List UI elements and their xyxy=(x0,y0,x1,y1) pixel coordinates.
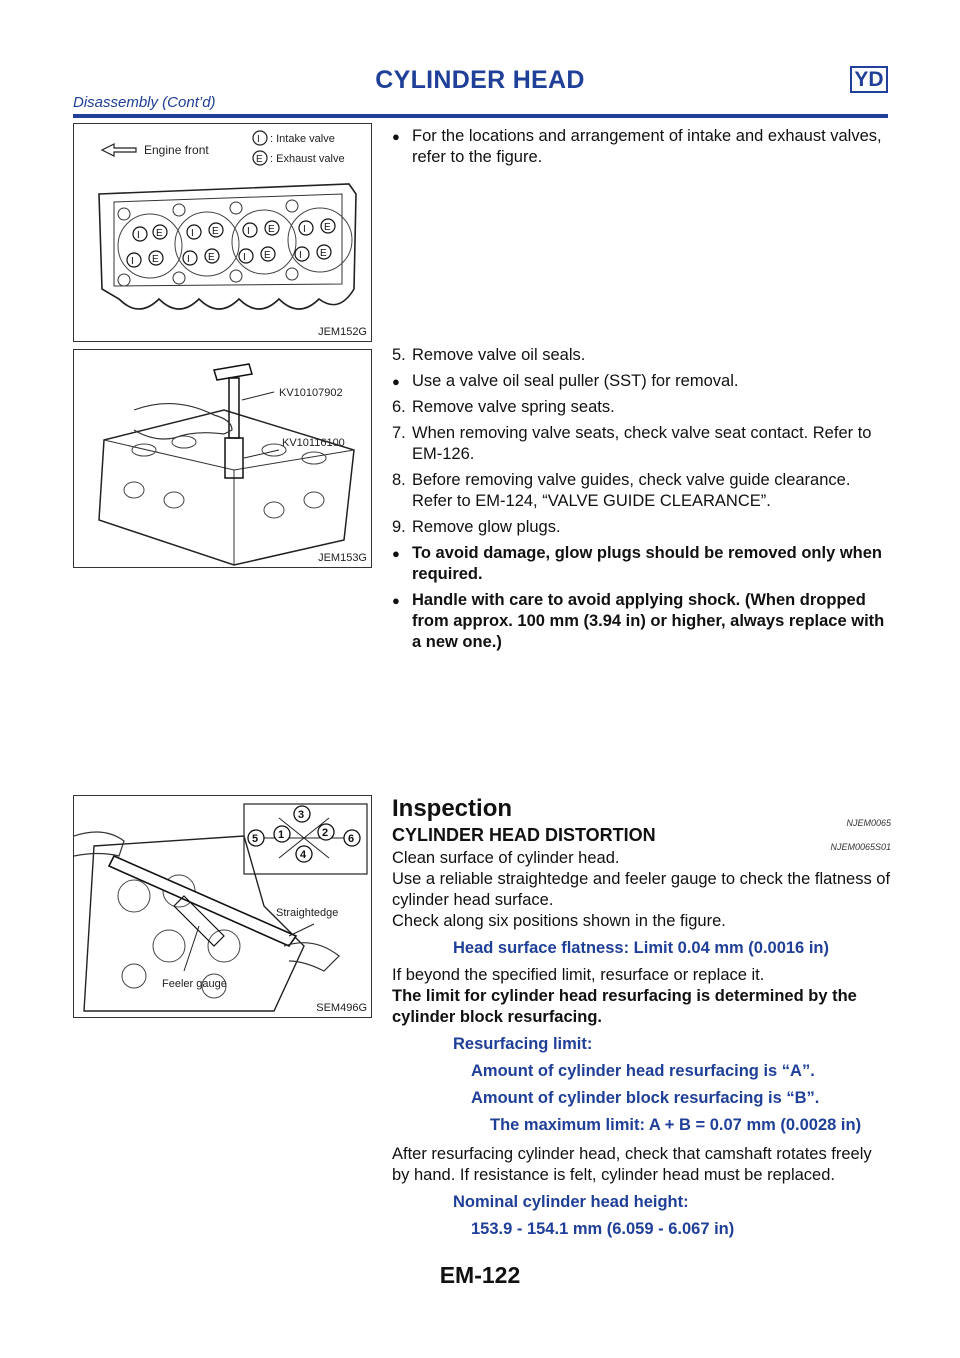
spec-resurfacing-title: Resurfacing limit: xyxy=(453,1035,593,1053)
figure-caption: JEM152G xyxy=(318,326,367,338)
engine-front-arrow-icon xyxy=(102,144,136,156)
svg-text:I: I xyxy=(303,224,306,235)
svg-text:E: E xyxy=(256,154,263,165)
svg-text:: Exhaust valve: : Exhaust valve xyxy=(270,153,345,165)
inspection-heading: Inspection xyxy=(392,795,513,822)
svg-text:I: I xyxy=(137,230,140,241)
puller-shaft xyxy=(229,378,239,438)
valve-arrangement-diagram xyxy=(74,124,372,342)
svg-text:E: E xyxy=(208,252,215,263)
page-title: CYLINDER HEAD xyxy=(375,66,585,94)
header-rule xyxy=(73,114,888,118)
svg-text:E: E xyxy=(212,226,219,237)
para-camshaft-check: After resurfacing cylinder head, check that camshaft rotates freely by hand. If resistance is felt, cylinder head must be replaced. xyxy=(392,1145,872,1184)
text-block-disassembly-steps xyxy=(392,345,892,658)
engine-badge: YD xyxy=(850,66,888,93)
svg-text:5: 5 xyxy=(252,833,259,845)
spec-height-value: 153.9 - 154.1 mm (6.059 - 6.067 in) xyxy=(471,1220,735,1238)
svg-text:I: I xyxy=(191,228,194,239)
svg-text:I: I xyxy=(247,226,250,237)
svg-text:I: I xyxy=(131,256,134,267)
bullet-glow-plug-caution-2: ● Handle with care to avoid applying shock. (When dropped from approx. 100 mm (3.94 in) or higher, always replace with a new one.) xyxy=(392,590,892,653)
para-clean-surface: Clean surface of cylinder head. xyxy=(392,849,620,867)
svg-text:E: E xyxy=(156,228,163,239)
oil-seal-puller-diagram xyxy=(74,350,372,568)
cylinder-head-outline xyxy=(99,184,356,309)
distortion-subheading: CYLINDER HEAD DISTORTION xyxy=(392,825,656,845)
para-six-positions: Check along six positions shown in the figure. xyxy=(392,912,726,930)
svg-text:E: E xyxy=(268,224,275,235)
step-6: 6. Remove valve spring seats. xyxy=(392,398,615,416)
intake-symbol-icon xyxy=(253,131,267,145)
svg-text:6: 6 xyxy=(348,833,355,845)
page-subtitle: Disassembly (Cont’d) xyxy=(73,94,216,111)
svg-text:: Intake valve: : Intake valve xyxy=(270,133,335,145)
distortion-code: NJEM0065S01 xyxy=(830,842,891,852)
svg-text:2: 2 xyxy=(322,827,329,839)
figure-caption: SEM496G xyxy=(316,1002,367,1014)
para-beyond-limit: If beyond the specified limit, resurface or replace it. xyxy=(392,966,765,984)
page-number: EM-122 xyxy=(439,1262,521,1288)
straightedge-diagram xyxy=(74,796,372,1018)
text-block-inspection xyxy=(392,848,892,1240)
svg-text:E: E xyxy=(320,248,327,259)
svg-text:4: 4 xyxy=(300,849,307,861)
straightedge-label: Straightedge xyxy=(276,907,339,919)
bullet-oil-seal-puller: ● Use a valve oil seal puller (SST) for removal. xyxy=(392,371,892,392)
figure-caption: JEM153G xyxy=(318,552,367,564)
inspection-code: NJEM0065 xyxy=(846,818,891,828)
bullet-valve-locations: ● For the locations and arrangement of intake and exhaust valves, refer to the figure. xyxy=(392,126,892,168)
step-7: 7. When removing valve seats, check valve seat contact. Refer to EM-126. xyxy=(392,424,872,463)
svg-text:I: I xyxy=(243,252,246,263)
feeler-gauge-label: Feeler gauge xyxy=(162,978,227,990)
spec-height-title: Nominal cylinder head height: xyxy=(453,1193,689,1211)
figure-oil-seal-puller xyxy=(73,349,372,568)
bullet-glow-plug-caution-1: ● To avoid damage, glow plugs should be removed only when required. xyxy=(392,543,892,585)
step-8: 8. Before removing valve guides, check valve guide clearance. Refer to EM-124, “VALVE GUIDE CLEARANCE”. xyxy=(392,471,851,510)
svg-text:E: E xyxy=(264,250,271,261)
tool-label-1: KV10107902 xyxy=(279,387,343,399)
text-block-valve-arrangement xyxy=(392,126,892,173)
svg-text:I: I xyxy=(187,254,190,265)
svg-text:I: I xyxy=(299,250,302,261)
spec-resurfacing-a: Amount of cylinder head resurfacing is “A”. xyxy=(471,1062,815,1080)
para-resurfacing-limit: The limit for cylinder head resurfacing is determined by the cylinder block resurfacing. xyxy=(392,987,857,1026)
svg-text:3: 3 xyxy=(298,809,305,821)
svg-text:1: 1 xyxy=(278,829,285,841)
step-5: 5. Remove valve oil seals. xyxy=(392,346,586,364)
tool-label-2: KV10116100 xyxy=(282,437,345,449)
svg-text:E: E xyxy=(324,222,331,233)
figure-valve-arrangement xyxy=(73,123,372,342)
figure-straightedge xyxy=(73,795,372,1018)
para-straightedge: Use a reliable straightedge and feeler gauge to check the flatness of cylinder head surface. xyxy=(392,870,891,909)
hand-drawing xyxy=(134,404,232,439)
spec-resurfacing-b: Amount of cylinder block resurfacing is “B”. xyxy=(471,1089,820,1107)
svg-text:E: E xyxy=(152,254,159,265)
step-9: 9. Remove glow plugs. xyxy=(392,518,561,536)
legend-front-text: Engine front xyxy=(144,143,209,157)
spec-flatness: Head surface flatness: Limit 0.04 mm (0.0016 in) xyxy=(453,939,829,957)
svg-text:I: I xyxy=(257,134,260,145)
spec-resurfacing-max: The maximum limit: A + B = 0.07 mm (0.0028 in) xyxy=(490,1116,862,1134)
